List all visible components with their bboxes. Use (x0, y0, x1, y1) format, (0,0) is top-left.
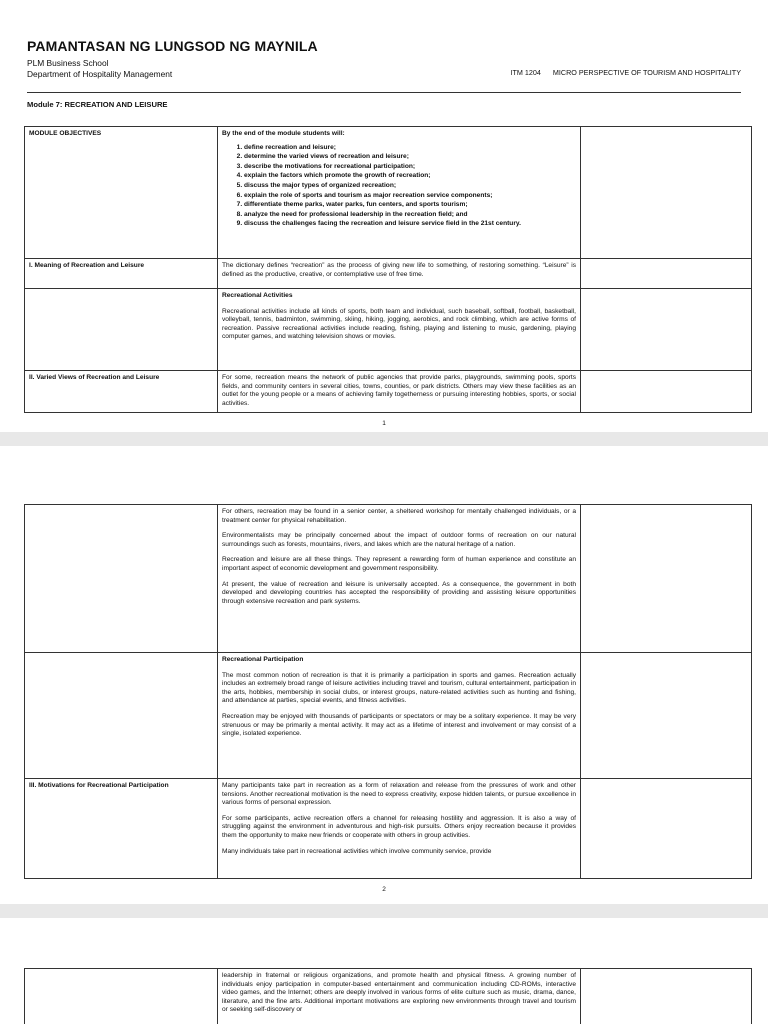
paragraph: The most common notion of recreation is that it is primarily a participation in sports and games. Recreation actually includes an extremely broad range of leisure activities including travel and tourism, cultural entertainment, participation in the arts, hobbies, membership in social clubs, or interest groups, nature-related activities such as hunting and fishing, and attendance at parties, special events, and fitness activities. (222, 671, 576, 705)
course-info (501, 68, 741, 77)
section-text (218, 653, 581, 779)
section-label: III. Motivations for Recreational Participation (25, 779, 218, 879)
section-text (218, 779, 581, 879)
header-rule (27, 92, 741, 93)
document-page-3 (0, 918, 768, 1024)
paragraph: Environmentalists may be principally concerned about the impact of outdoor forms of recreation on our natural surroundings such as forests, mountains, rivers, and lakes which are the natural heritage of a nation. (222, 532, 576, 548)
module-table-page-2 (24, 504, 752, 879)
notes-cell (581, 505, 752, 653)
list-item: 6. explain the role of sports and tourism as major recreation service components; (244, 191, 576, 201)
document-page-2 (0, 446, 768, 904)
paragraph: Recreation may be enjoyed with thousands of participants or spectators or may be a solitary experience. It may be very strenuous or may be primarily a mental activity. It may act as a lifetime of interest and involvement or may consist of a single, isolated experience. (222, 712, 576, 738)
objectives-cell (218, 127, 581, 259)
table-row (25, 969, 752, 1024)
document-page-1 (0, 0, 768, 432)
section-label-empty (25, 969, 218, 1024)
list-item: 9. discuss the challenges facing the recreation and leisure service field in the 21st century. (244, 219, 576, 229)
department-name: Department of Hospitality Management (27, 69, 173, 79)
module-title: Module 7: RECREATION AND LEISURE (27, 100, 168, 109)
table-row (25, 259, 752, 289)
course-code: ITM 1204 (510, 68, 541, 77)
list-item: 8. analyze the need for professional leadership in the recreation field; and (244, 210, 576, 220)
notes-cell (581, 653, 752, 779)
table-row (25, 505, 752, 653)
notes-cell (581, 969, 752, 1024)
page-number: 1 (382, 420, 386, 427)
page-header (27, 38, 743, 80)
section-label-empty (25, 653, 218, 779)
paragraph: Many individuals take part in recreational activities which involve community service, provide (222, 847, 492, 855)
table-row (25, 127, 752, 259)
table-row (25, 779, 752, 879)
section-label: I. Meaning of Recreation and Leisure (25, 259, 218, 289)
objectives-list (222, 143, 576, 229)
page-number: 2 (382, 886, 386, 893)
paragraph: At present, the value of recreation and leisure is universally accepted. As a consequence, the government in both developed and developing countries has accepted the responsibility of providing and assisting leisure opportunities through extensive recreation and park systems. (222, 580, 576, 605)
list-item: 5. discuss the major types of organized recreation; (244, 181, 576, 191)
paragraph: Many participants take part in recreation as a form of relaxation and release from the pressures of work and other tensions. Another recreational motivation is the need to express creativity, expose hidden talents, or pursue excellence in various forms of personal expression. (222, 782, 576, 807)
subheading: Recreational Participation (222, 656, 304, 663)
section-text: For some, recreation means the network of public agencies that provide parks, playgrounds, swimming pools, sports fields, and community centers in several cities, towns, counties, or park districts. Others may view these facilities as an outlet for the young people or a means of achieving family togetherness or pursuing interesting hobbies, sports, or social activities. (218, 371, 581, 413)
table-row (25, 653, 752, 779)
school-name: PLM Business School (27, 58, 109, 68)
section-label: II. Varied Views of Recreation and Leisure (25, 371, 218, 413)
objectives-intro: By the end of the module students will: (222, 130, 345, 137)
list-item: 7. differentiate theme parks, water parks, fun centers, and sports tourism; (244, 200, 576, 210)
notes-cell (581, 289, 752, 371)
paragraph: For some participants, active recreation offers a channel for releasing hostility and aggression. It is also a way of struggling against the environment in adventurous and high-risk pursuits. Others enjoy recreation because it provides them the opportunity to make new friends or cooperate with others in group activities. (222, 814, 576, 839)
list-item: 3. describe the motivations for recreational participation; (244, 162, 576, 172)
section-text: The dictionary defines “recreation” as the process of giving new life to something, of restoring something. “Leisure” is defined as the productive, creative, or contemplative use of free time. (218, 259, 581, 289)
paragraph: For others, recreation may be found in a senior center, a sheltered workshop for mentally challenged individuals, or a treatment center for physical rehabilitation. (222, 508, 576, 524)
paragraph: Recreational activities include all kinds of sports, both team and individual, such baseball, softball, football, basketball, volleyball, tennis, badminton, swimming, skiing, hiking, jogging, aerobics, and rock climbing, which are active forms of recreation. Passive recreational activities include reading, fishing, playing and listening to music, gardening, playing computer games, and watching television shows or movies. (222, 307, 576, 341)
list-item: 4. explain the factors which promote the growth of recreation; (244, 171, 576, 181)
notes-cell (581, 779, 752, 879)
paragraph: Recreation and leisure are all these things. They represent a rewarding form of human experience and constitute an important aspect of economic development and government responsibility. (222, 556, 576, 572)
section-text (218, 289, 581, 371)
subheading: Recreational Activities (222, 292, 293, 299)
table-row (25, 289, 752, 371)
list-item: 1. define recreation and leisure; (244, 143, 576, 153)
module-table-page-3 (24, 968, 752, 1024)
notes-cell (581, 127, 752, 259)
section-text (218, 505, 581, 653)
university-name: PAMANTASAN NG LUNGSOD NG MAYNILA (27, 38, 318, 54)
notes-cell (581, 371, 752, 413)
course-title: MICRO PERSPECTIVE OF TOURISM AND HOSPITALITY (552, 68, 741, 77)
table-row (25, 371, 752, 413)
module-table-page-1 (24, 126, 752, 413)
section-text: leadership in fraternal or religious organizations, and promote health and physical fitness. A growing number of individuals enjoy participation in computer-based entertainment and communication including CD-ROMs, interactive video games, and the Internet; others are deeply involved in various forms of elite culture such as music, drama, dance, literature, and the fine arts. Additional important motivations are exploring new environments through travel and tourism or seeking self-discovery or (218, 969, 581, 1024)
objectives-label: MODULE OBJECTIVES (25, 127, 218, 259)
section-label-empty (25, 505, 218, 653)
list-item: 2. determine the varied views of recreation and leisure; (244, 152, 576, 162)
section-label-empty (25, 289, 218, 371)
notes-cell (581, 259, 752, 289)
